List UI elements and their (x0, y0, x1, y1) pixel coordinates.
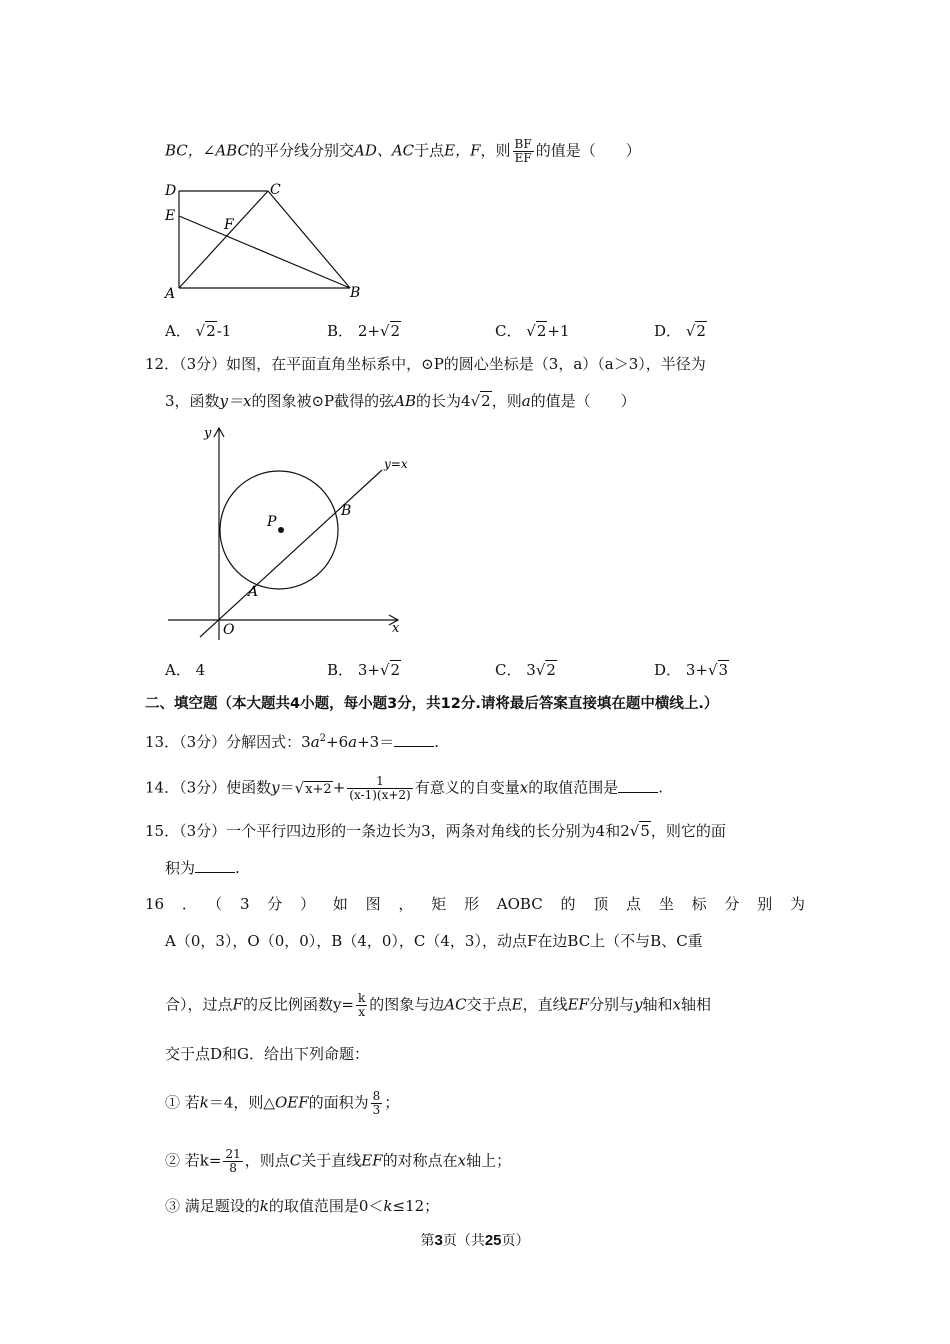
q11-stem (165, 138, 641, 165)
q14-text: 的取值范围是 (528, 778, 619, 797)
q12-stem-line2 (165, 391, 636, 411)
q12-option-b[interactable] (327, 659, 401, 680)
q16-text: 合），过点 (165, 995, 233, 1014)
q16-text: 的图象与边 (369, 995, 445, 1014)
q12-text: y＝x (219, 392, 252, 410)
option-post: -1 (216, 322, 232, 340)
q16-text: ，则点 (244, 1151, 290, 1170)
q11-text-3: 于点 (414, 141, 445, 160)
q16-fraction-num: k (358, 991, 366, 1005)
q11-line-cb (268, 191, 350, 288)
section-heading: 二、填空题（本大题共4小题，每小题3分，共12分.请将最后答案直接填在题中横线上.） (145, 696, 719, 712)
q16-var: EF (567, 995, 589, 1014)
q11-fraction-den: EF (514, 151, 532, 165)
radicand: 2 (696, 322, 706, 340)
q11-options (165, 320, 765, 342)
radicand: 2 (536, 322, 547, 340)
q16-line4: 交于点D和G．给出下列命题： (165, 1045, 370, 1063)
option-letter: B． (327, 661, 354, 679)
footer-text: 第 (420, 1233, 435, 1249)
q13-text: +6 (326, 733, 349, 751)
q11-option-b[interactable] (327, 320, 401, 341)
radicand: 2 (390, 661, 401, 679)
q11-text-0: BC，∠ABC (165, 141, 249, 160)
q11-figure (160, 178, 370, 303)
q11-label-f: F (224, 217, 234, 233)
q12-line-y-eq-x (200, 470, 382, 637)
q16-var: EF (361, 1151, 383, 1170)
q12-text: AB (394, 392, 417, 410)
total-page-count: 25 (484, 1232, 502, 1249)
q16-p1-fraction (371, 1090, 383, 1117)
q16-var: E (511, 995, 523, 1014)
q16-p2-fraction (223, 1148, 242, 1175)
q11-label-c: C (270, 182, 281, 198)
sqrt: √2 (526, 322, 547, 340)
q11-line-ac (179, 191, 268, 288)
q14-text: . (658, 778, 663, 797)
radicand: x+2 (305, 781, 332, 797)
sqrt: √2 (379, 661, 401, 679)
q16-var: k= (199, 1151, 222, 1170)
q11-option-a[interactable] (165, 320, 231, 341)
q11-label-a: A (165, 286, 176, 302)
q13-text: . (434, 733, 439, 751)
option-pre: 4 (195, 661, 206, 679)
q15-line2 (165, 858, 240, 878)
q16-text: 轴和 (642, 995, 673, 1014)
q16-line1: 16．（3分）如图，矩形AOBC的顶点坐标分别为 (145, 895, 805, 913)
q16-proposition-1 (165, 1090, 399, 1117)
q11-option-d[interactable] (654, 320, 707, 341)
sqrt: √3 (707, 661, 729, 679)
q14 (145, 775, 663, 802)
q16-text: 的取值范围是0＜ (268, 1197, 384, 1215)
q13-var: a (348, 733, 358, 751)
sqrt: √2 (535, 661, 556, 679)
radicand: 3 (718, 661, 729, 679)
radicand: 2 (546, 661, 556, 679)
q12-options (165, 659, 765, 681)
q16-var: x (457, 1151, 467, 1170)
q16-var: AC (444, 995, 467, 1014)
q12-text: a (521, 392, 531, 410)
q16-text: ＝4，则△ (208, 1093, 275, 1112)
q12-option-c[interactable] (495, 659, 557, 680)
fraction-num: 21 (225, 1147, 241, 1161)
q16-text: ≤12； (392, 1197, 440, 1215)
q14-text: 14．（3分）使函数 (145, 778, 272, 797)
q16-text: ③ 满足题设的 (165, 1197, 260, 1215)
option-letter: C． (495, 661, 522, 679)
q14-text: + (332, 778, 346, 797)
radicand: 2 (206, 322, 216, 340)
radicand: 2 (481, 392, 491, 410)
q15-answer-blank[interactable] (195, 858, 235, 873)
q12-label-o: O (223, 622, 235, 638)
q11-text-5: ，则 (480, 141, 511, 160)
q11-fraction (513, 138, 534, 165)
q16-text: ； (384, 1093, 400, 1112)
q15-text: . (235, 859, 240, 877)
q16-text: 分别与 (588, 995, 634, 1014)
q16-text: 关于直线 (301, 1151, 362, 1170)
q14-answer-blank[interactable] (618, 778, 658, 793)
q16-text: ② 若 (165, 1151, 200, 1170)
q14-var: y (271, 778, 280, 797)
q16-text: 轴上； (466, 1151, 512, 1170)
q16-var: F (232, 995, 243, 1014)
sqrt: √2 (685, 322, 706, 340)
q15-text: 15．（3分）一个平行四边形的一条边长为3，两条对角线的长分别为4和2 (145, 822, 630, 840)
q14-text: 有意义的自变量 (414, 778, 520, 797)
q11-fraction-num: BF (514, 137, 532, 151)
q11-line-eb (179, 216, 350, 288)
option-pre: 3+ (685, 661, 708, 679)
q13-exponent: 2 (319, 733, 327, 744)
q15-text: ，则它的面 (650, 822, 726, 840)
sqrt: √2 (379, 322, 401, 340)
option-pre: 3 (526, 661, 536, 679)
sqrt: √x+2 (294, 778, 332, 797)
q16-fraction-den: x (358, 1005, 366, 1019)
fraction-num: 8 (372, 1089, 381, 1103)
q16-func: y= (332, 995, 354, 1014)
sqrt: √5 (629, 822, 650, 840)
q12-option-a[interactable] (165, 659, 205, 680)
fraction-den: 8 (229, 1161, 237, 1175)
q16-text: ，直线 (522, 995, 568, 1014)
footer-text: 页（共 (442, 1233, 485, 1249)
q12-stem-line1: 12．（3分）如图，在平面直角坐标系中，⊙P的圆心坐标是（3，a）（a＞3），半径为 (145, 355, 706, 373)
q16-var: x (672, 995, 681, 1014)
q14-fraction-num: 1 (347, 775, 412, 789)
q13-text: +3＝ (357, 733, 395, 751)
q12-text: 3，函数 (165, 392, 220, 410)
option-letter: A． (165, 322, 191, 340)
q15-text: 积为 (165, 859, 196, 877)
q14-text: ＝ (279, 778, 295, 797)
q14-var: x (519, 778, 529, 797)
q11-label-b: B (350, 285, 361, 301)
q13 (145, 729, 439, 752)
q12-text: ，则 (491, 392, 522, 410)
q12-text: 的值是（ ） (530, 392, 636, 410)
q13-text: 13．（3分）分解因式：3 (145, 733, 311, 751)
q12-label-x: x (392, 621, 400, 636)
q11-label-d: D (165, 183, 177, 199)
q12-label-y: y (204, 426, 212, 441)
q16-text: 的反比例函数 (242, 995, 333, 1014)
option-letter: A． (165, 661, 191, 679)
radicand: 2 (390, 322, 401, 340)
q11-text-1: 的平分线分别交 (248, 141, 354, 160)
q16-var: OEF (274, 1093, 309, 1112)
option-letter: D． (654, 322, 682, 340)
q12-text: 的长为 (416, 392, 462, 410)
option-letter: C． (495, 322, 522, 340)
q12-chord-coef: 4 (461, 392, 471, 410)
option-letter: B． (327, 322, 354, 340)
q12-label-b: B (341, 503, 352, 519)
page-footer (0, 1230, 950, 1250)
q16-text: 交于点 (466, 995, 512, 1014)
q16-var: k (259, 1197, 269, 1215)
q16-text: 的对称点在 (382, 1151, 458, 1170)
q16-text: ① 若 (165, 1093, 200, 1112)
footer-text: 页） (501, 1233, 530, 1249)
option-post: +1 (547, 322, 570, 340)
q16-var: y (633, 995, 643, 1014)
q12-center-dot (278, 527, 284, 533)
sqrt: √2 (195, 322, 216, 340)
q11-option-c[interactable] (495, 320, 570, 341)
current-page-number: 3 (434, 1232, 443, 1249)
q16-var: k (383, 1197, 393, 1215)
q11-text-4: E，F (444, 141, 481, 160)
q12-option-d[interactable] (654, 659, 729, 680)
q16-line2: A（0，3），O（0，0），B（4，0），C（4，3），动点F在边BC上（不与B、C重 (165, 932, 703, 950)
option-pre: 2+ (357, 322, 380, 340)
q15-line1 (145, 821, 726, 841)
q16-var: k (199, 1093, 209, 1112)
q16-var: C (289, 1151, 302, 1170)
q16-proposition-2 (165, 1148, 511, 1175)
q12-label-a: A (248, 584, 259, 600)
sqrt: √2 (470, 392, 491, 410)
q13-var: a (310, 733, 320, 751)
q16-proposition-3 (165, 1196, 439, 1216)
q14-fraction (347, 775, 412, 802)
q16-text: 轴相 (680, 995, 711, 1014)
fraction-den: 3 (372, 1103, 381, 1117)
q13-answer-blank[interactable] (394, 732, 434, 747)
q14-fraction-den: (x-1)(x+2) (349, 788, 411, 802)
q16-text: 的面积为 (308, 1093, 369, 1112)
option-pre: 3+ (357, 661, 380, 679)
q11-label-e: E (165, 208, 176, 224)
q16-line3 (165, 992, 711, 1019)
option-letter: D． (654, 661, 682, 679)
q12-figure (160, 420, 420, 645)
q12-label-p: P (267, 514, 277, 530)
q11-text-8: 的值是（ ） (535, 141, 641, 160)
q12-text: 的图象被⊙P截得的弦 (251, 392, 395, 410)
q11-text-2: AD、AC (353, 141, 415, 160)
radicand: 5 (640, 822, 650, 840)
q16-fraction (356, 992, 367, 1019)
q12-label-line: y=x (384, 457, 408, 471)
